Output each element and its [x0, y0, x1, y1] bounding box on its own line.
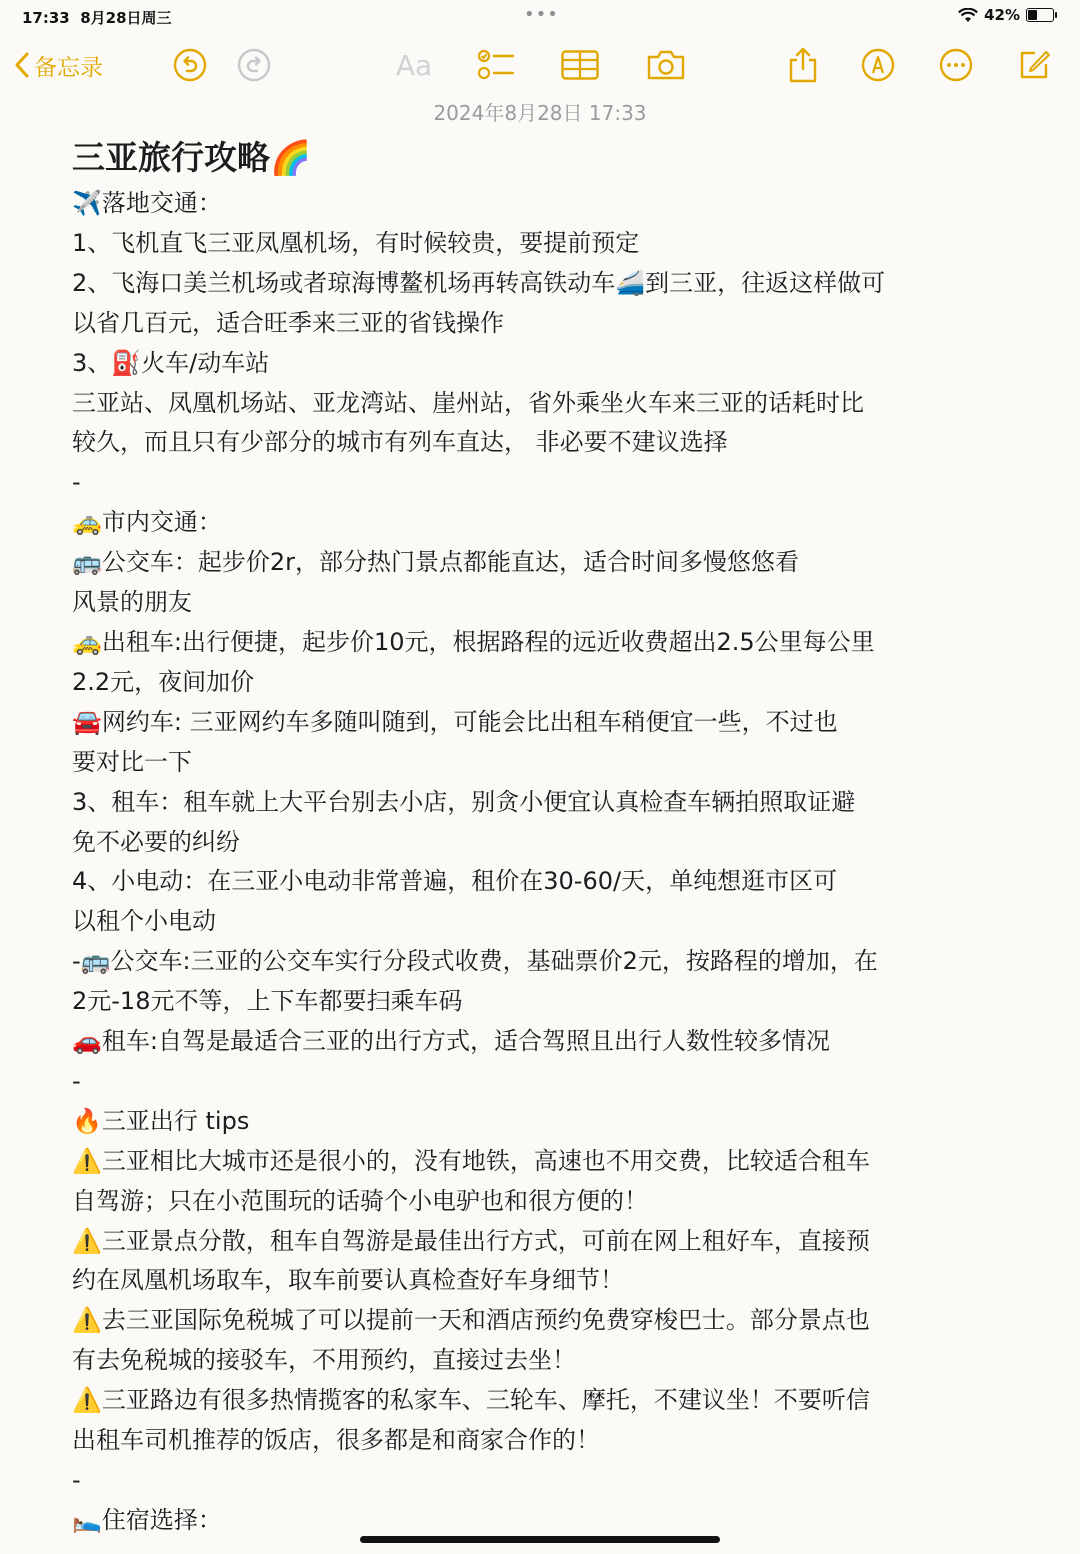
share-icon	[788, 47, 818, 83]
note-line[interactable]: ⚠️三亚相比大城市还是很小的，没有地铁，高速也不用交费，比较适合租车	[72, 1146, 870, 1175]
note-line[interactable]: 三亚站、凤凰机场站、亚龙湾站、崖州站，省外乘坐火车来三亚的话耗时比	[72, 388, 864, 417]
redo-button[interactable]	[236, 40, 272, 90]
camera-button[interactable]	[644, 40, 688, 90]
markup-button[interactable]	[860, 40, 896, 90]
markup-pen-icon	[861, 48, 895, 82]
redo-icon	[237, 48, 271, 82]
note-line[interactable]: 1、飞机直飞三亚凤凰机场，有时候较贵，要提前预定	[72, 228, 640, 257]
chevron-left-icon	[14, 51, 30, 79]
note-line[interactable]: 较久，而且只有少部分的城市有列车直达， 非必要不建议选择	[72, 428, 728, 457]
camera-icon	[646, 49, 686, 81]
note-line[interactable]: 免不必要的纠纷	[72, 827, 240, 856]
note-line[interactable]: 3、⛽火车/动车站	[72, 348, 270, 377]
back-label: 备忘录	[34, 54, 103, 81]
status-time: 17:33 8月28日周三	[22, 9, 172, 27]
note-title[interactable]: 三亚旅行攻略🌈	[72, 138, 312, 177]
format-button[interactable]	[390, 40, 438, 90]
note-line[interactable]: ✈️落地交通：	[72, 189, 222, 217]
checklist-icon	[477, 48, 515, 82]
undo-icon	[173, 48, 207, 82]
note-line[interactable]: 有去免税城的接驳车，不用预约，直接过去坐！	[72, 1346, 576, 1375]
note-line[interactable]: 🔥三亚出行 tips	[72, 1106, 250, 1135]
note-line[interactable]: ⚠️三亚路边有很多热情揽客的私家车、三轮车、摩托，不建议坐！不要听信	[72, 1386, 870, 1415]
note-line[interactable]: 🚗租车:自驾是最适合三亚的出行方式，适合驾照且出行人数性较多情况	[72, 1027, 830, 1056]
note-line[interactable]: 2.2元，夜间加价	[72, 667, 255, 696]
note-line[interactable]: 2元-18元不等，上下车都要扫乘车码	[72, 987, 463, 1016]
note-line[interactable]: -	[72, 1466, 81, 1494]
battery-percent: 42%	[984, 6, 1020, 24]
note-line[interactable]: 🛌住宿选择：	[72, 1505, 222, 1534]
note-line[interactable]: 🚕出租车:出行便捷，起步价10元，根据路程的远近收费超出2.5公里每公里	[72, 627, 875, 656]
note-date: 2024年8月28日 17:33	[433, 101, 647, 125]
status-bar	[0, 0, 1080, 32]
format-label: Aa	[395, 48, 433, 82]
status-right	[958, 6, 1054, 24]
note-lines	[72, 184, 1022, 1541]
battery-icon	[1026, 8, 1054, 22]
back-button[interactable]	[14, 40, 103, 90]
note-line[interactable]: -	[72, 468, 81, 497]
checklist-button[interactable]	[476, 40, 516, 90]
note-line[interactable]: 要对比一下	[72, 747, 192, 776]
note-line[interactable]: ⚠️去三亚国际免税城了可以提前一天和酒店预约免费穿梭巴士。部分景点也	[72, 1306, 870, 1335]
note-line[interactable]: ⚠️三亚景点分散，租车自驾游是最佳出行方式，可前在网上租好车，直接预	[72, 1226, 870, 1255]
more-icon	[939, 48, 973, 82]
share-button[interactable]	[786, 40, 820, 90]
note-line[interactable]: 以省几百元，适合旺季来三亚的省钱操作	[72, 308, 504, 337]
note-line[interactable]: 4、小电动：在三亚小电动非常普遍，租价在30-60/天，单纯想逛市区可	[72, 867, 838, 896]
note-line[interactable]: 约在凤凰机场取车，取车前要认真检查好车身细节！	[72, 1266, 624, 1295]
note-line[interactable]: 🚌公交车：起步价2r，部分热门景点都能直达，适合时间多慢悠悠看	[72, 548, 800, 577]
compose-icon	[1017, 48, 1051, 82]
table-button[interactable]	[560, 40, 600, 90]
note-line[interactable]: 🚘网约车: 三亚网约车多随叫随到，可能会比出租车稍便宜一些，不过也	[72, 707, 838, 736]
note-line[interactable]: 以租个小电动	[72, 907, 216, 936]
note-line[interactable]: -🚌公交车:三亚的公交车实行分段式收费，基础票价2元，按路程的增加，在	[72, 947, 878, 976]
toolbar	[0, 40, 1080, 90]
compose-button[interactable]	[1016, 40, 1052, 90]
note-line[interactable]: 3、租车：租车就上大平台别去小店，别贪小便宜认真检查车辆拍照取证避	[72, 787, 856, 816]
home-indicator[interactable]	[360, 1536, 720, 1543]
note-line[interactable]: 2、飞海口美兰机场或者琼海博鳌机场再转高铁动车🚄到三亚，往返这样做可	[72, 268, 886, 297]
multitask-dots-icon[interactable]: •••	[524, 4, 559, 25]
more-button[interactable]	[938, 40, 974, 90]
wifi-icon	[958, 8, 978, 23]
note-line[interactable]: 风景的朋友	[72, 588, 192, 617]
table-icon	[561, 50, 599, 80]
undo-button[interactable]	[172, 40, 208, 90]
note-body[interactable]	[72, 132, 1022, 1541]
note-line[interactable]: -	[72, 1066, 81, 1095]
note-line[interactable]: 出租车司机推荐的饭店，很多都是和商家合作的！	[72, 1426, 600, 1455]
note-line[interactable]: 自驾游；只在小范围玩的话骑个小电驴也和很方便的！	[72, 1186, 648, 1215]
note-line[interactable]: 🚕市内交通：	[72, 508, 222, 537]
